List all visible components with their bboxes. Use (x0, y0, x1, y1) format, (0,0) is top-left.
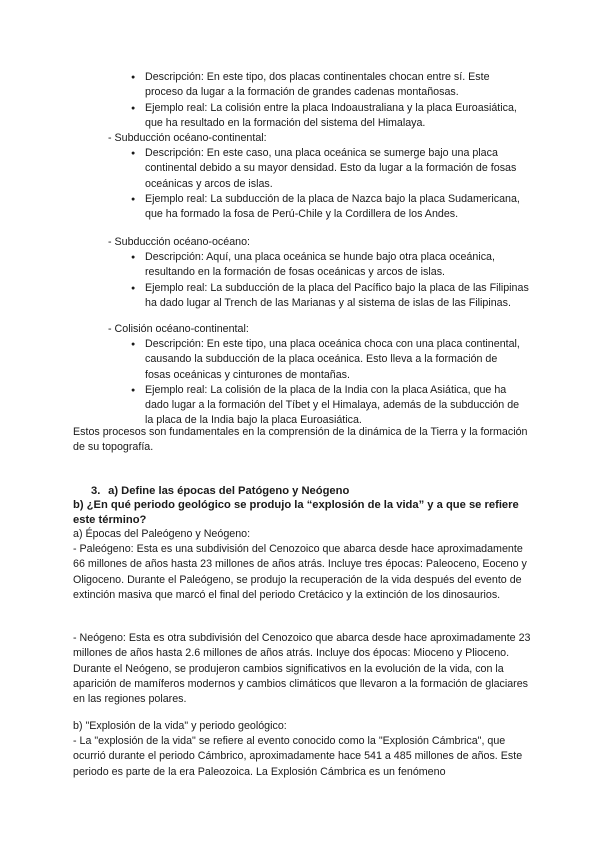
cambrian-explosion-paragraph: - La "explosión de la vida" se refiere al evento conocido como la "Explosión Cámbrica", que ocurrió durante el periodo Cámbrico, aproximadamente hace 541 a 485 millones de años. Este periodo es parte de la era Paleozoica. La Explosión Cámbrica es un fenómeno (73, 735, 523, 778)
question-3-line-a (91, 484, 531, 499)
list-item: ● Ejemplo real: La subducción de la placa de Nazca bajo la placa Sudamericana, que ha formado la fosa de Perú-Chile y la Cordillera de los Andes. (145, 192, 525, 223)
list-item: ● Ejemplo real: La subducción de la placa del Pacífico bajo la placa de las Filipinas ha dado lugar al Trench de las Marianas y al sistema de islas de las Filipinas. (145, 281, 530, 312)
answer-b-heading: b) "Explosión de la vida" y periodo geológico: (73, 720, 287, 732)
list-item: ● Ejemplo real: La colisión de la placa de la India con la placa Asiática, que ha dado lugar a la formación del Tíbet y el Himalaya, además de la subducción de la placa de la India bajo la placa Euroasiática. (145, 383, 525, 429)
question-3a-text: a) Define las épocas del Patógeno y Neógeno (108, 485, 350, 497)
list-item: ● Descripción: En este tipo, una placa oceánica choca con una placa continental, causando la subducción de la placa oceánica. Esto lleva a la formación de fosas oceánicas y cinturones de montañas. (145, 337, 525, 383)
neogene-paragraph: - Neógeno: Esta es otra subdivisión del Cenozoico que abarca desde hace aproximadamente 23 millones de años hasta 2.6 millones de años atrás. Incluye dos épocas: Mioceno y Plioceno. Durante el Neógeno, se produjeron cambios significativos en la evolución de la vida, con la aparición de mamíferos modernos y cambios climáticos que llevaron a la formación de glaciares en las regiones polares. (73, 632, 531, 706)
conclusion-paragraph: Estos procesos son fundamentales en la comprensión de la dinámica de la Tierra y la formación de su topografía. (73, 426, 528, 454)
subduction-ocean-ocean-heading: - Subducción océano-océano: (108, 236, 251, 248)
ocean-continental-collision-heading: - Colisión océano-continental: (108, 323, 249, 335)
list-item: ● Ejemplo real: La colisión entre la placa Indoaustraliana y la placa Euroasiática, que ha resultado en la formación del sistema del Himalaya. (145, 101, 525, 132)
list-item: ● Descripción: En este caso, una placa oceánica se sumerge bajo una placa continental debido a su mayor densidad. Esto da lugar a la formación de fosas oceánicas y arcos de islas. (145, 146, 525, 192)
list-item: ● Descripción: Aquí, una placa oceánica se hunde bajo otra placa oceánica, resultando en la formación de fosas oceánicas y arcos de islas. (145, 250, 530, 281)
ocean-continental-collision-list (145, 337, 525, 429)
subduction-ocean-continental-list (145, 146, 525, 222)
subduction-ocean-ocean-list (145, 250, 530, 311)
paleogene-paragraph: - Paleógeno: Esta es una subdivisión del Cenozoico que abarca desde hace aproximadamente 66 millones de años hasta 23 millones de años atrás. Incluye tres épocas: Paleoceno, Eoceno y Oligoceno. Durante el Paleógeno, se produjo la recuperación de la vida después del evento de extinción masiva que marcó el final del periodo Cretácico y la extinción de los dinosaurios. (73, 543, 527, 601)
answer-a-heading: a) Épocas del Paleógeno y Neógeno: (73, 528, 251, 540)
question-number: 3. (91, 485, 101, 497)
question-3b-text: b) ¿En qué periodo geológico se produjo la “explosión de la vida” y a que se refiere este término? (73, 499, 519, 526)
list-item: ● Descripción: En este tipo, dos placas continentales chocan entre sí. Este proceso da lugar a la formación de grandes cadenas montañosas. (145, 70, 525, 101)
subduction-ocean-continental-heading: - Subducción océano-continental: (108, 132, 267, 144)
continental-collision-list (145, 70, 525, 131)
